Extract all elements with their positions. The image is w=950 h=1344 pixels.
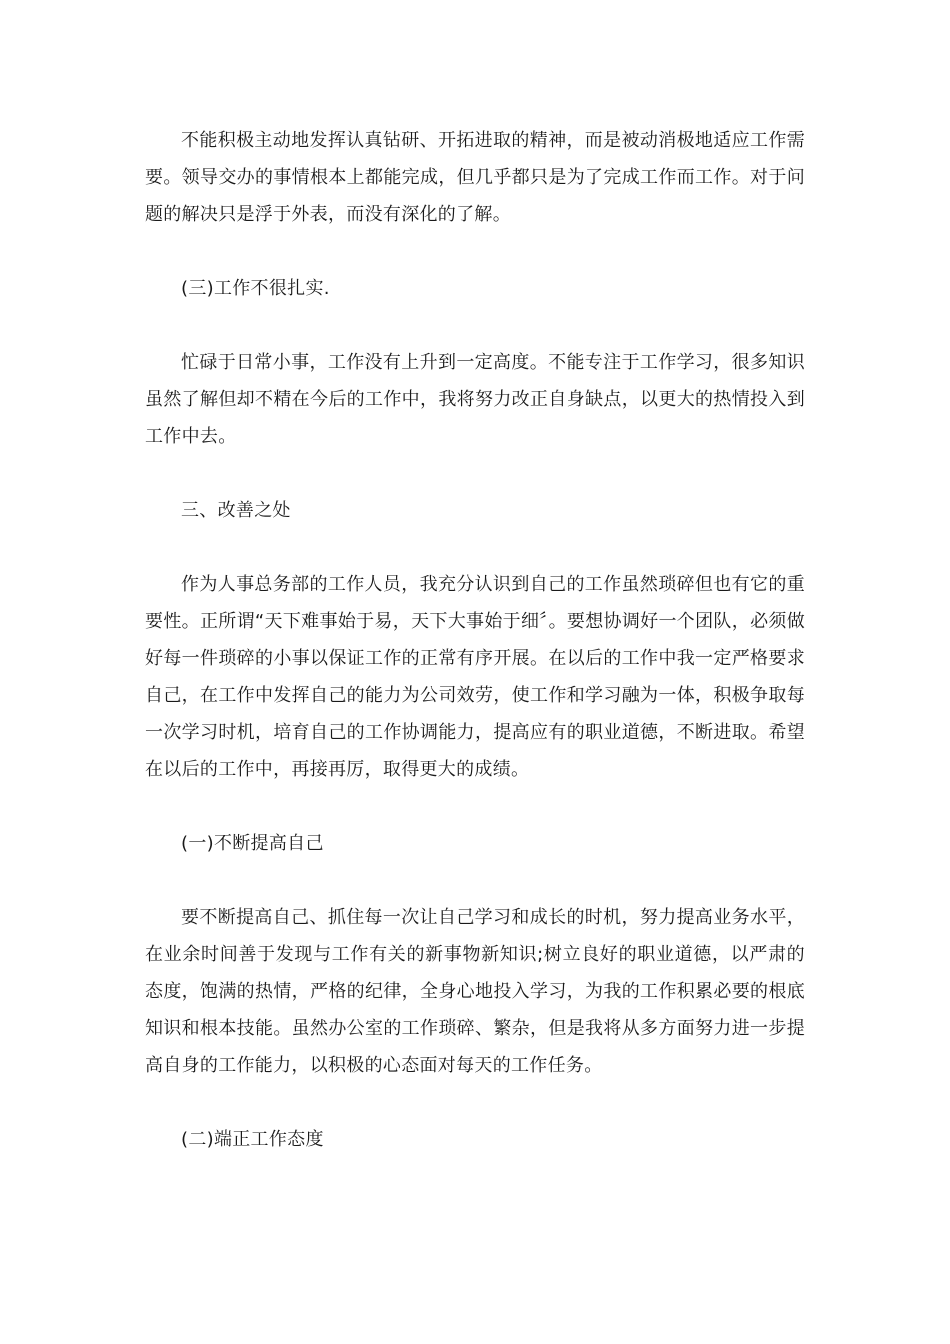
heading-correct-attitude: (二)端正工作态度 — [181, 1129, 324, 1150]
paragraph-keep-improving: 要不断提高自己、抓住每一次让自己学习和成长的时机，努力提高业务水平，在业余时间善于发现与工作有关的新事物新知识;树立良好的职业道德，以严肃的态度，饱满的热情，严格的纪律，全身心地投入学习，为我的工作积累必要的根底知识和根本技能。虽然办公室的工作琐碎、繁杂，但是我将从多方面努力进一步提高自身的工作能力，以积极的心态面对每天的工作任务。 — [145, 907, 805, 1076]
paragraph-gap — [145, 529, 805, 566]
paragraph-passive-attitude: 不能积极主动地发挥认真钻研、开拓进取的精神，而是被动消极地适应工作需要。领导交办的事情根本上都能完成，但几乎都只是为了完成工作而工作。对于问题的解决只是浮于外表，而没有深化的了解。 — [145, 130, 805, 225]
paragraph-gap — [145, 307, 805, 344]
paragraph-daily-chores: 忙碌于日常小事，工作没有上升到一定高度。不能专注于工作学习，很多知识虽然了解但却不精在今后的工作中，我将努力改正自身缺点，以更大的热情投入到工作中去。 — [145, 352, 805, 447]
paragraph-hr-staff: 作为人事总务部的工作人员，我充分认识到自己的工作虽然琐碎但也有它的重要性。正所谓“天下难事始于易，天下大事始于细〞。要想协调好一个团队，必须做好每一件琐碎的小事以保证工作的正常有序开展。在以后的工作中我一定严格要求自己，在工作中发挥自己的能力为公司效劳，使工作和学习融为一体，积极争取每一次学习时机，培育自己的工作协调能力，提高应有的职业道德，不断进取。希望在以后的工作中，再接再厉，取得更大的成绩。 — [145, 574, 805, 780]
paragraph-gap — [145, 788, 805, 825]
paragraph-gap — [145, 1084, 805, 1121]
paragraph-gap — [145, 233, 805, 270]
document-body — [145, 122, 805, 1158]
heading-improvements: 三、改善之处 — [181, 500, 291, 521]
heading-work-not-solid: (三)工作不很扎实. — [181, 278, 330, 299]
paragraph-gap — [145, 862, 805, 899]
heading-self-improvement: (一)不断提高自己 — [181, 833, 324, 854]
paragraph-gap — [145, 455, 805, 492]
